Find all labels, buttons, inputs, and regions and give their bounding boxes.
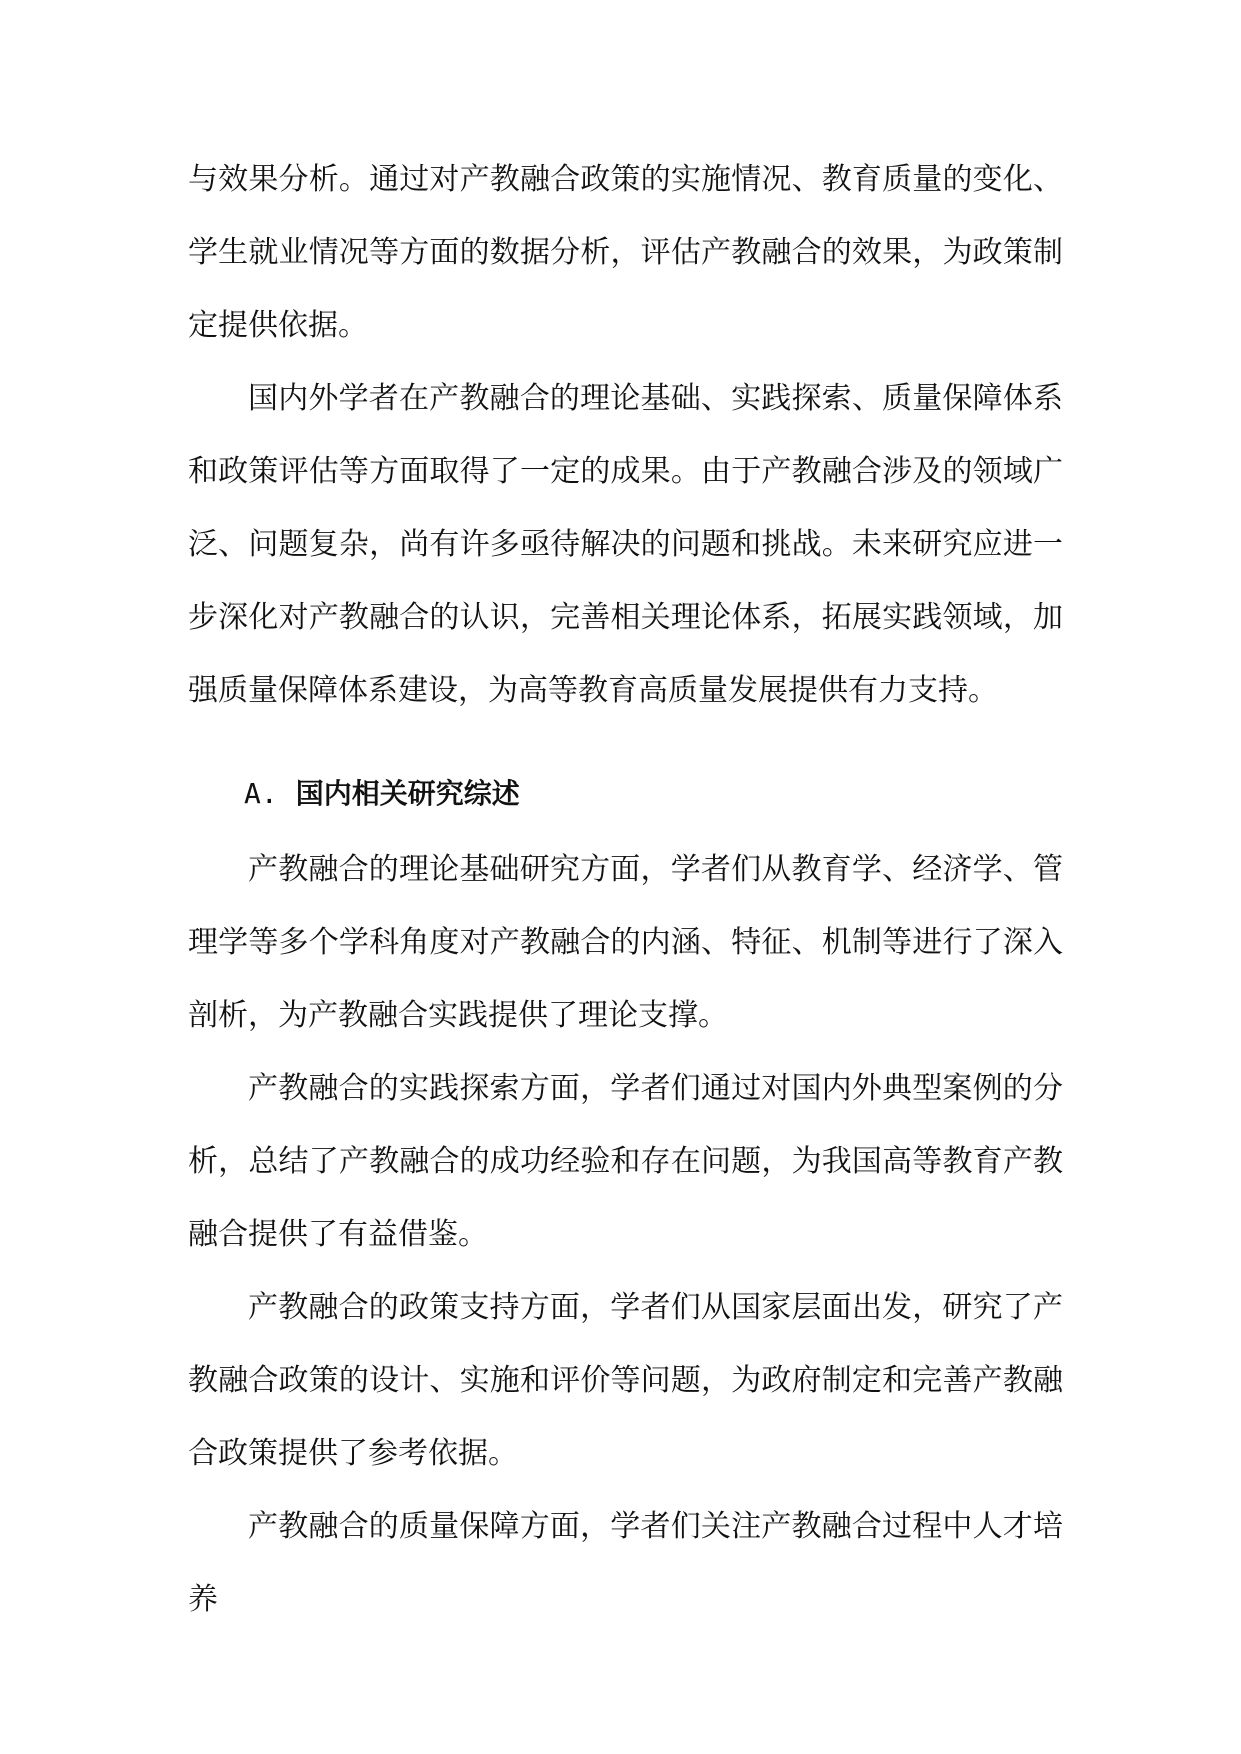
paragraph-theory: 产教融合的理论基础研究方面，学者们从教育学、经济学、管理学等多个学科角度对产教融合的内涵、特征、机制等进行了深入剖析，为产教融合实践提供了理论支撑。	[188, 852, 1063, 1033]
document-body	[188, 143, 1063, 1636]
spacer	[188, 727, 1063, 765]
paragraph-summary: 国内外学者在产教融合的理论基础、实践探索、质量保障体系和政策评估等方面取得了一定的成果。由于产教融合涉及的领域广泛、问题复杂，尚有许多亟待解决的问题和挑战。未来研究应进一步深化对产教融合的认识，完善相关理论体系，拓展实践领域，加强质量保障体系建设，为高等教育高质量发展提供有力支持。	[188, 381, 1063, 708]
spacer	[188, 823, 1063, 833]
paragraph-policy: 产教融合的政策支持方面，学者们从国家层面出发，研究了产教融合政策的设计、实施和评价等问题，为政府制定和完善产教融合政策提供了参考依据。	[188, 1290, 1063, 1471]
section-title: 国内相关研究综述	[295, 777, 520, 810]
paragraph-quality: 产教融合的质量保障方面，学者们关注产教融合过程中人才培养	[188, 1509, 1063, 1617]
paragraph-continued: 与效果分析。通过对产教融合政策的实施情况、教育质量的变化、学生就业情况等方面的数据分析，评估产教融合的效果，为政策制定提供依据。	[188, 162, 1063, 343]
paragraph-practice: 产教融合的实践探索方面，学者们通过对国内外典型案例的分析，总结了产教融合的成功经验和存在问题，为我国高等教育产教融合提供了有益借鉴。	[188, 1071, 1063, 1252]
section-marker: A.	[244, 777, 278, 810]
section-heading	[188, 765, 1063, 823]
